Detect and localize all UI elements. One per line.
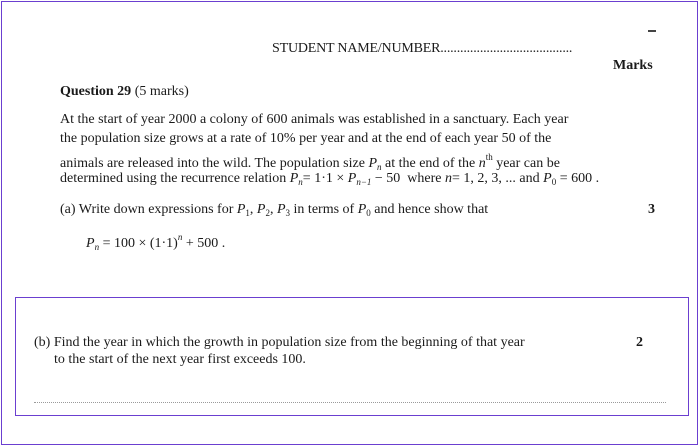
part-a-marks: 3 [648,202,655,217]
corner-mark [648,30,656,32]
question-text-line-2: the population size grows at a rate of 10% per year and at the end of each year 50 of the [60,131,552,146]
part-a-prompt: (a) Write down expressions for $P_1$, $P_2$, $P_3$ in terms of $P_0$ and hence show that [60,202,489,218]
part-b-line-1: (b) Find the year in which the growth in population size from the beginning of that year [34,335,525,350]
question-text-line-3: animals are released into the wild. The population size $P_n$ at the end of the $n^{th}$ year can be [60,152,560,172]
answer-line[interactable] [34,402,666,403]
part-b-line-2: to the start of the next year first exceeds 100. [54,352,306,367]
question-text-line-4: determined using the recurrence relation $P_n= 1\cdot 1 \times P_{n-1} - 50$ where n= 1, 2, 3, ... and $P_0 = 600$ . [60,171,600,187]
question-title: Question 29 (5 marks) [60,84,189,99]
marks-heading: Marks [613,58,653,73]
student-name-label: STUDENT NAME/NUMBER........................................ [272,41,573,56]
part-a-formula: $P_n = 100 \times (1\cdot 1)^n + 500$ . [86,232,226,252]
question-text-line-1: At the start of year 2000 a colony of 600 animals was established in a sanctuary. Each year [60,112,569,127]
part-b-marks: 2 [636,335,643,350]
